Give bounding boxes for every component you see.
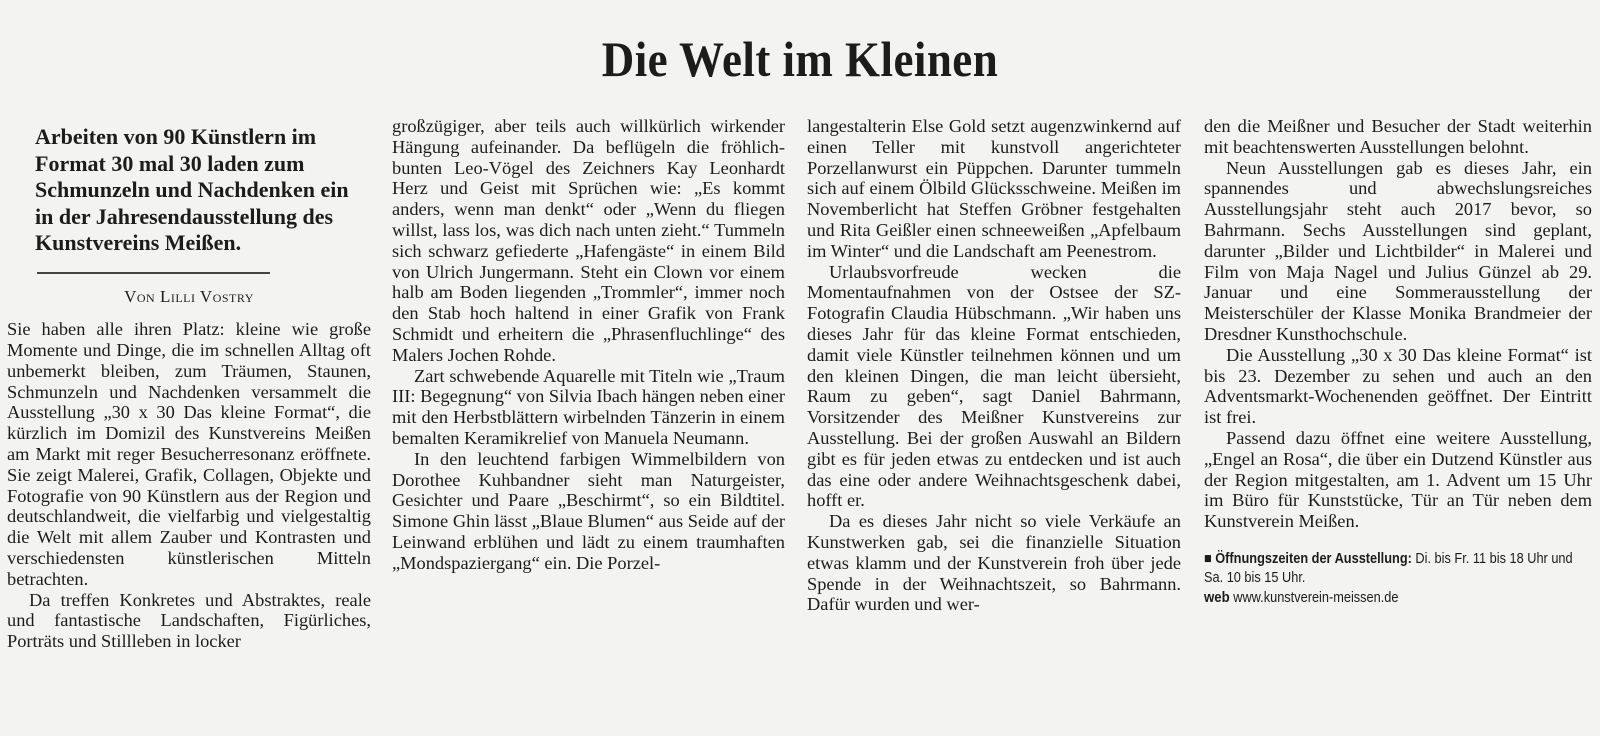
opening-hours-info <box>1204 550 1591 588</box>
info-label: Öffnungszeiten der Ausstellung: <box>1215 550 1412 567</box>
info-text: Di. bis Fr. 11 bis 18 Uhr und Sa. 10 bis 15 Uhr. <box>1204 550 1573 586</box>
paragraph: den die Meißner und Besucher der Stadt weiterhin mit beachtenswerten Ausstellungen belohnt. <box>1204 116 1592 157</box>
lead-text: Arbeiten von 90 Künstlern im Format 30 mal 30 laden zum Schmunzeln und Nachdenken ein in der Jahresendausstellung des Kunstvereins Meißen. <box>35 124 349 255</box>
paragraph: Zart schwebende Aquarelle mit Titeln wie „Traum III: Begegnung“ von Silvia Ibach hängen neben einer mit den Herbstblättern wirbelnden Tänzerin in einem bemalten Keramikrelief von Manuela Neumann. <box>392 365 785 448</box>
headline: Die Welt im Kleinen <box>601 31 999 87</box>
paragraph: Die Ausstellung „30 x 30 Das kleine Format“ ist bis 23. Dezember zu sehen und auch an den Adventsmarkt-Wochenenden geöffnet. Der Eintritt ist frei. <box>1204 344 1592 428</box>
column-4 <box>1204 116 1592 608</box>
paragraph: großzügiger, aber teils auch willkürlich wirkender Hängung aufeinander. Da beflügeln die fröhlich-bunten Leo-Vögel des Zeichners Kay Leonhardt Herz und Geist mit Sprüchen wie: „Es kommt anders, wenn man denkt“ oder „Wenn du fliegen willst, lass los, was dich nach unten zieht.“ Tummeln sich schwarz gefiederte „Hafengäste“ in einem Bild von Ulrich Jungermann. Steht ein Clown vor einem halb am Boden liegenden „Trommler“, immer noch den Stab hoch haltend in einer Grafik von Frank Schmidt und erheitern die „Phrasenfluchlinge“ des Malers Jochen Rohde. <box>392 116 785 365</box>
paragraph: Passend dazu öffnet eine weitere Ausstellung, „Engel an Rosa“, die über ein Dutzend Künstler aus der Region mitgestalten, am 1. Advent um 15 Uhr im Büro für Kunststücke, Tür an Tür neben dem Kunstverein Meißen. <box>1204 427 1592 532</box>
web-url[interactable]: www.kunstverein-meissen.de <box>1233 589 1399 606</box>
paragraph: Sie haben alle ihren Platz: kleine wie große Momente und Dinge, die im schnellen Alltag oft unbemerkt bleiben, zum Träumen, Staunen, Schmunzeln und Nachdenken versammelt die Ausstellung „30 x 30 Das kleine Format“, die kürzlich im Domizil des Kunstvereins Meißen am Markt mit reger Besucherresonanz eröffnete. Sie zeigt Malerei, Grafik, Collagen, Objekte und Fotografie von 90 Künstlern aus der Region und deutschlandweit, die vielfarbig und vielgestaltig die Welt mit allem Zauber und Kontrasten und verschiedensten künstlerischen Mitteln betrachten. <box>7 319 371 589</box>
paragraph: langestalterin Else Gold setzt augenzwinkernd auf einen Teller mit kunstvoll angerichteter Porzellanwurst ein Püppchen. Darunter tummeln sich auf einem Ölbild Glücksschweine. Meißen im Novemberlicht hat Steffen Gröbner festgehalten und Rita Geißler einen schneeweißen „Apfelbaum im Winter“ und die Landschaft am Peenestrom. <box>807 116 1181 261</box>
divider-rule <box>37 272 270 274</box>
column-2 <box>392 116 785 574</box>
bullet-icon: ■ <box>1204 550 1212 567</box>
web-label: web <box>1204 588 1230 606</box>
paragraph: Da es dieses Jahr nicht so viele Verkäufe an Kunstwerken gab, sei die finanzielle Situation etwas klamm und der Kunstverein froh über jede Spende in der Weihnachtszeit, so Bahrmann. Dafür wurden und wer- <box>807 511 1181 615</box>
paragraph: Da treffen Konkretes und Abstraktes, reale und fantastische Landschaften, Figürliches, Porträts und Stillleben in locker <box>7 589 371 652</box>
paragraph: In den leuchtend farbigen Wimmelbildern von Dorothee Kuhbandner sieht man Naturgeister, Gesichter und Paare „Beschirmt“, so ein Bildtitel. Simone Ghin lässt „Blaue Blumen“ aus Seide auf der Leinwand erblühen und lädt zu einem traumhaften „Mondspaziergang“ ein. Die Porzel- <box>392 448 785 573</box>
column-1 <box>7 116 371 652</box>
column-3 <box>807 116 1181 615</box>
paragraph: Neun Ausstellungen gab es dieses Jahr, ein spannendes und abwechslungsreiches Ausstellungsjahr steht auch 2017 bevor, so Bahrmann. Sechs Ausstellungen sind geplant, darunter „Bilder und Lichtbilder“ in Malerei und Film von Maja Nagel und Julius Günzel ab 29. Januar und eine Sommerausstellung der Meisterschüler der Klasse Monika Brandmeier der Dresdner Kunsthochschule. <box>1204 157 1592 344</box>
web-info <box>1204 588 1591 608</box>
paragraph: Urlaubsvorfreude wecken die Momentaufnahmen von der Ostsee der SZ-Fotografin Claudia Hübschmann. „Wir haben uns dieses Jahr für das kleine Format entschieden, damit viele Künstler teilnehmen können und um den kleinen Dingen, die man leicht übersieht, Raum zu geben“, sagt Daniel Bahrmann, Vorsitzender des Meißner Kunstvereins zur Ausstellung. Bei der großen Auswahl an Bildern gibt es für jeden etwas zu entdecken und ist auch das eine oder andere Weihnachtsgeschenk dabei, hofft er. <box>807 261 1181 511</box>
byline: Von Lilli Vostry <box>124 286 254 306</box>
